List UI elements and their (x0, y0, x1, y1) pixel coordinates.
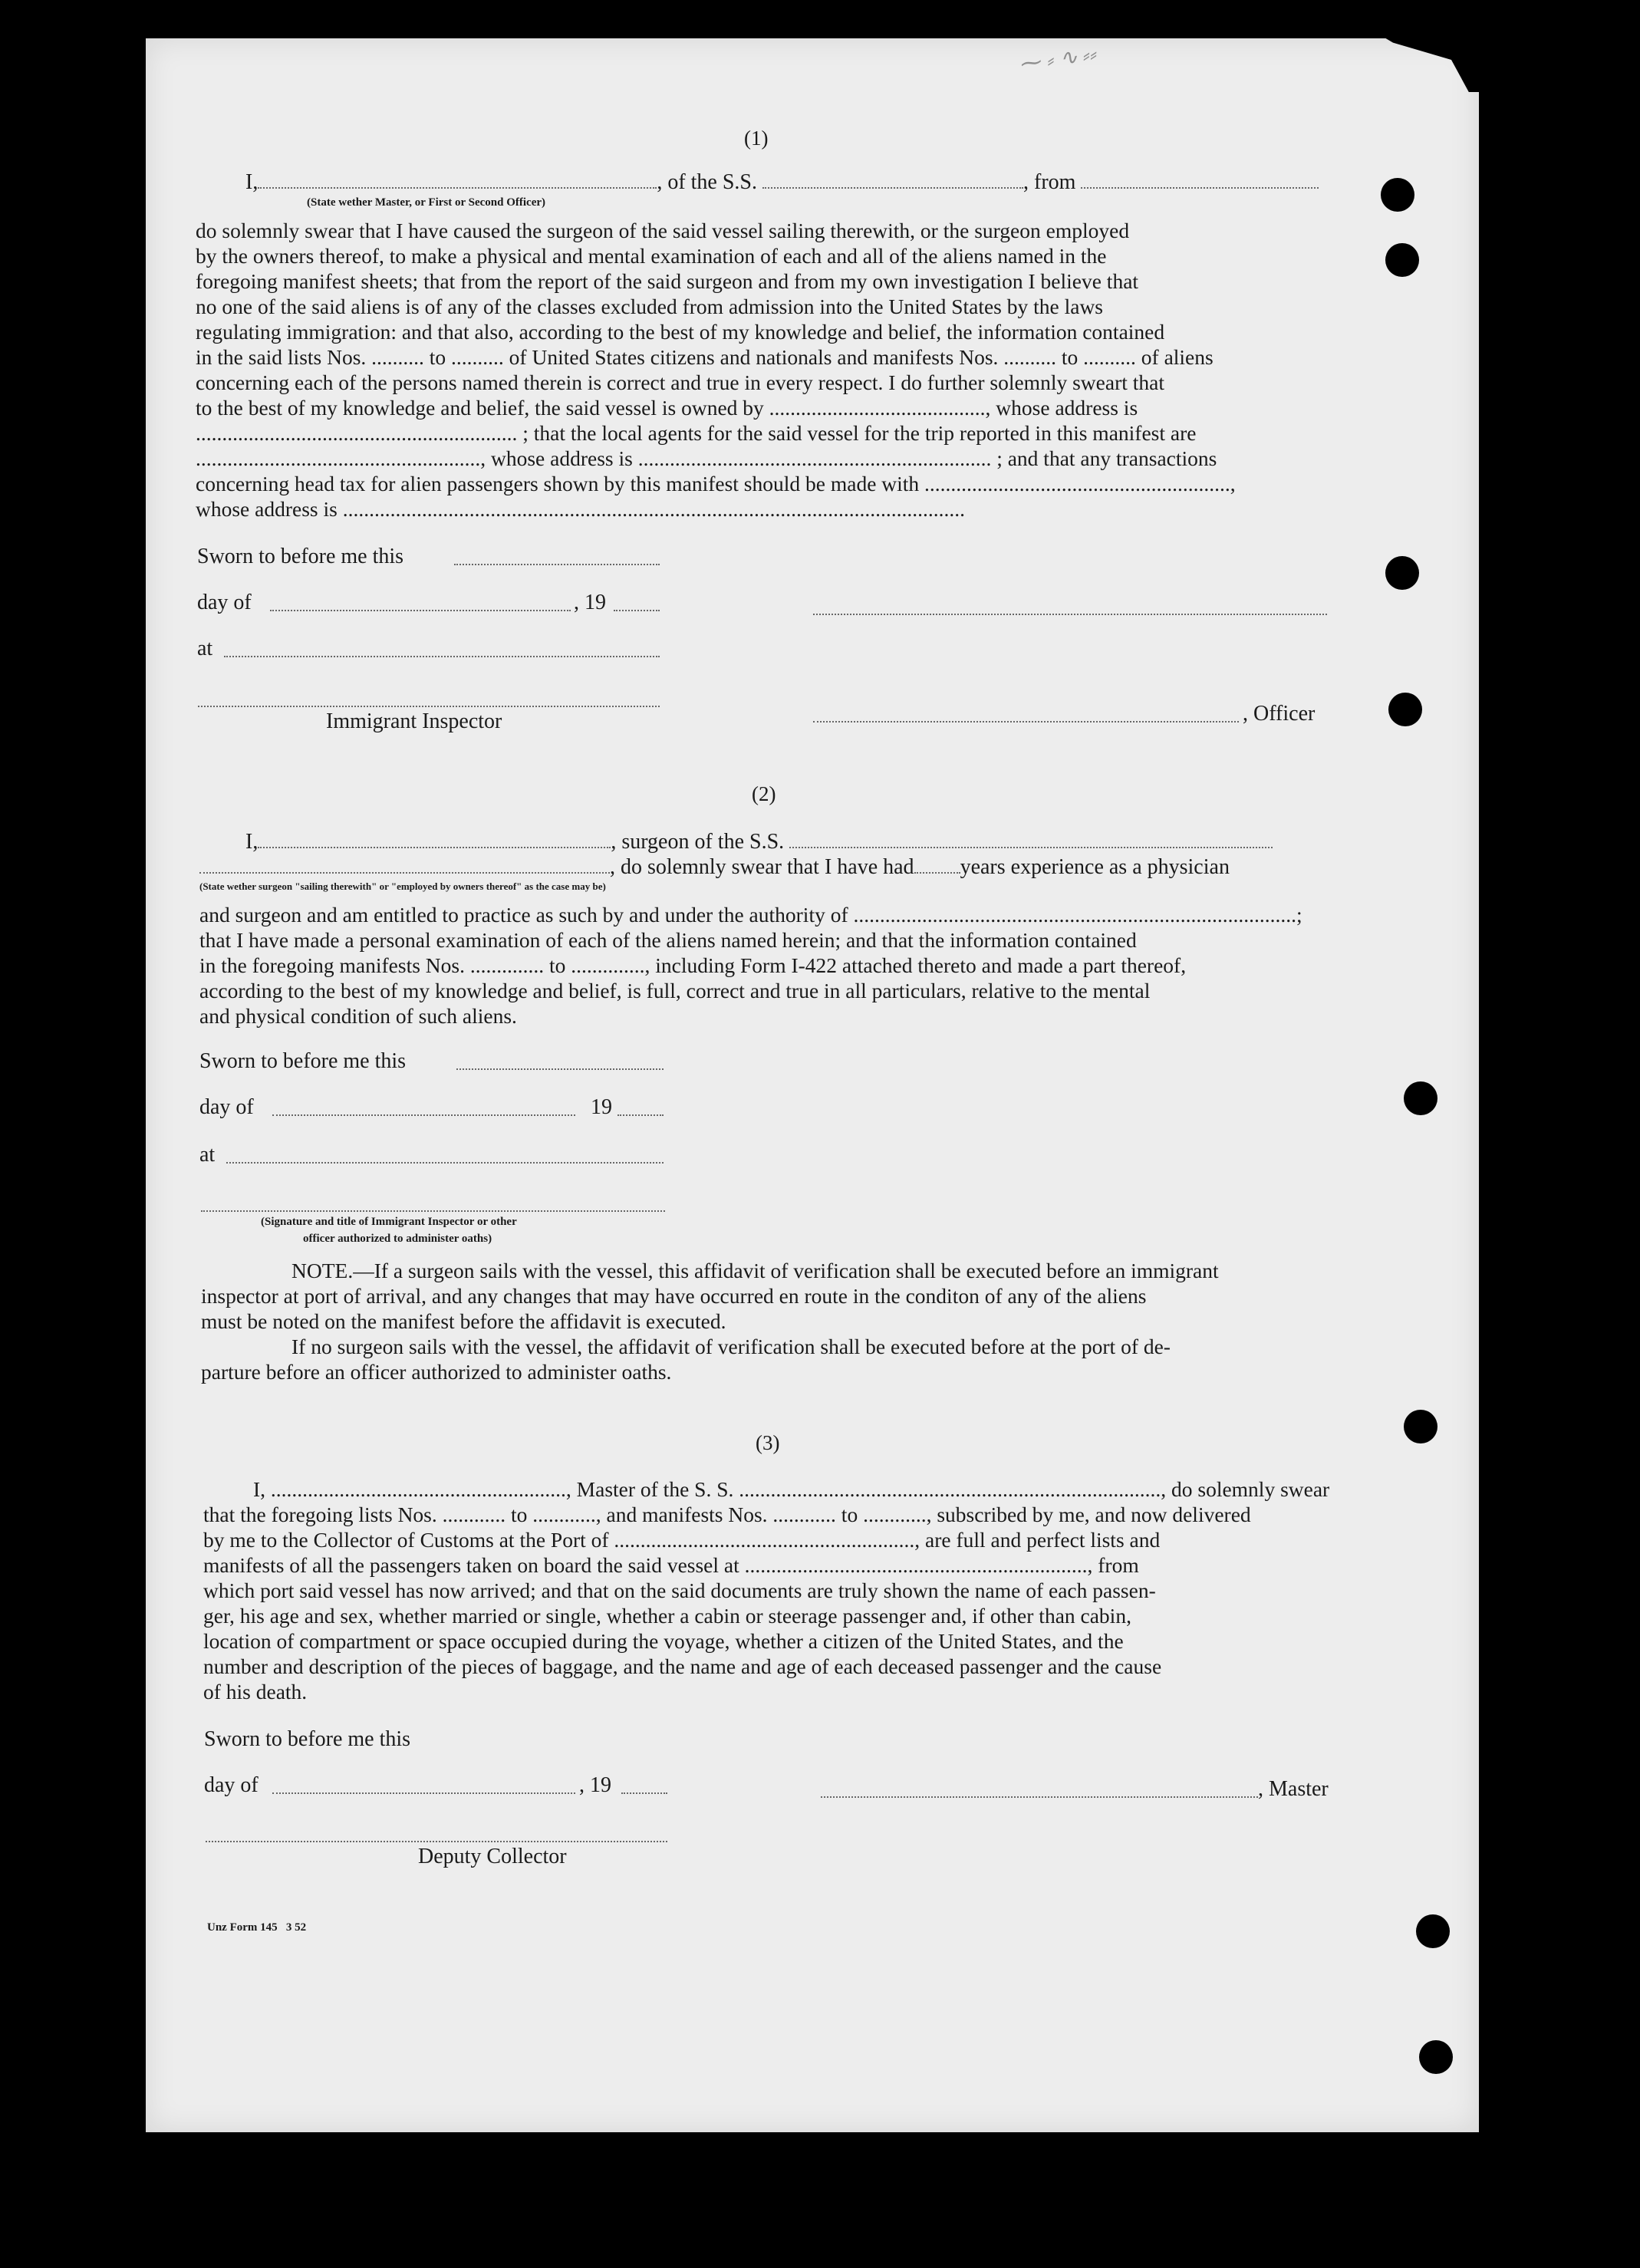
punch-hole (1381, 178, 1414, 212)
body-line: according to the best of my knowledge and belief, is full, correct and true in all particulars, relative to the mental (199, 979, 1151, 1002)
body-line: ......................................................, whose address is ................................................................... ; and that any transactions (196, 446, 1217, 470)
body-line: concerning head tax for alien passengers shown by this manifest should be made with .........................................................., (196, 472, 1236, 495)
year-field (621, 1792, 667, 1794)
body-line: by me to the Collector of Customs at the Port of ........................................................., are full and perfect lists and (203, 1528, 1161, 1552)
body-line: in the foregoing manifests Nos. .............. to .............., including Form I-422 attached thereto and made a part thereof, (199, 953, 1187, 977)
body-line: and surgeon and am entitled to practice as such by and under the authority of ....................................................................................; (199, 903, 1302, 927)
handwritten-mark: ⁓ ⸗ ∿ ⸗⸗ (1019, 42, 1099, 77)
note-line: If no surgeon sails with the vessel, the affidavit of verification shall be executed before at the port of de- (291, 1335, 1171, 1358)
body-line: concerning each of the persons named therein is correct and true in every respect. I do further solemnly sweart that (196, 370, 1164, 394)
body-line: location of compartment or space occupied during the voyage, whether a citizen of the United States, and the (203, 1629, 1124, 1653)
punch-hole (1385, 556, 1419, 590)
year-label: , 19 (579, 1773, 611, 1797)
section-3-number: (3) (756, 1431, 780, 1454)
year-field (617, 1114, 664, 1116)
i-label: I, (245, 170, 259, 194)
body-line: ger, his age and sex, whether married or single, whether a cabin or steerage passenger and, if other than cabin, (203, 1604, 1131, 1628)
sworn-label: Sworn to before me this (199, 1049, 407, 1073)
sworn-label: Sworn to before me this (204, 1727, 411, 1751)
years-experience-label: years experience as a physician (960, 855, 1230, 879)
inspector-signature-line (198, 706, 660, 707)
punch-hole (1388, 693, 1422, 726)
body-line: regulating immigration: and that also, according to the best of my knowledge and belief, the information contained (196, 320, 1165, 344)
punch-hole (1416, 1914, 1450, 1948)
at-field (226, 1162, 664, 1164)
signature-caption-1: (Signature and title of Immigrant Inspector or other (261, 1216, 517, 1228)
officer-signature-line-2 (813, 721, 1239, 723)
day-field (272, 1792, 575, 1794)
section-1-caption: (State wether Master, or First or Second Officer) (307, 196, 546, 209)
body-line: and physical condition of such aliens. (199, 1004, 517, 1028)
collector-signature-line (206, 1841, 667, 1842)
officer-rank-field (258, 172, 657, 189)
officer-signature-line-1 (813, 614, 1327, 615)
year-field (614, 610, 660, 611)
day-of-label: day of (197, 591, 252, 614)
note-line: must be noted on the manifest before the affidavit is executed. (201, 1309, 726, 1333)
section-1-number: (1) (744, 127, 769, 150)
year-label: , 19 (574, 591, 606, 614)
body-line: by the owners thereof, to make a physical and mental examination of each and all of the aliens named in the (196, 244, 1107, 268)
section-2-body (199, 902, 1331, 1029)
at-field (224, 656, 660, 657)
punch-hole (1404, 1410, 1437, 1443)
immigrant-inspector-label: Immigrant Inspector (326, 709, 502, 733)
i-label: I, (245, 830, 259, 854)
note-line: inspector at port of arrival, and any changes that may have occurred en route in the conditon of any of the aliens (201, 1284, 1147, 1308)
body-line: ............................................................. ; that the local agents for the said vessel for the trip reported in this manifest are (196, 421, 1197, 445)
body-line: that I have made a personal examination of each of the aliens named herein; and that the information contained (199, 928, 1137, 952)
surgeon-of-ss-label: , surgeon of the S.S. (611, 830, 785, 854)
body-line: foregoing manifest sheets; that from the report of the said surgeon and from my own investigation I believe that (196, 269, 1139, 293)
punch-hole (1419, 2040, 1453, 2074)
body-line: whose address is ...................................................................................................................... (196, 497, 965, 521)
deputy-collector-label: Deputy Collector (418, 1845, 567, 1868)
day-field (270, 610, 571, 611)
years-field (914, 857, 960, 874)
section-3-body (203, 1476, 1335, 1704)
sworn-date-field (456, 1068, 664, 1070)
solemnly-swear-label: , do solemnly swear that I have had (610, 855, 914, 879)
master-label: , Master (1258, 1777, 1329, 1801)
master-signature-line (821, 1796, 1258, 1798)
from-label: , from (1023, 170, 1076, 194)
body-line: of his death. (203, 1680, 308, 1703)
body-line: to the best of my knowledge and belief, the said vessel is owned by ........................................., whose address is (196, 396, 1138, 420)
of-ss-label: , of the S.S. (657, 170, 758, 194)
section-2-caption: (State wether surgeon "sailing therewith" or "employed by owners thereof" as the case may be) (199, 881, 606, 892)
note (201, 1258, 1332, 1384)
year-label: 19 (591, 1095, 612, 1119)
punch-hole (1404, 1081, 1437, 1115)
day-field (272, 1114, 575, 1116)
signature-caption-2: officer authorized to administer oaths) (303, 1233, 492, 1245)
at-label: at (197, 637, 213, 660)
sworn-label: Sworn to before me this (197, 545, 404, 568)
body-line: that the foregoing lists Nos. ............ to ............, and manifests Nos. ............ to ............, subscribed by me, and now delivered (203, 1503, 1251, 1526)
body-line: in the said lists Nos. .......... to .......... of United States citizens and nationals and manifests Nos. .......... to .......... of aliens (196, 345, 1214, 369)
form-number: Unz Form 145 3 52 (207, 1921, 307, 1934)
punch-hole (1385, 243, 1419, 277)
section-2-line-1 (245, 830, 1273, 854)
section-2-line-2 (199, 855, 1230, 880)
note-line: NOTE.—If a surgeon sails with the vessel, this affidavit of verification shall be executed before an immigrant (291, 1259, 1219, 1282)
ship-name-field (789, 831, 1273, 848)
body-line: do solemnly swear that I have caused the surgeon of the said vessel sailing therewith, or the surgeon employed (196, 219, 1130, 242)
day-of-label: day of (199, 1095, 254, 1119)
signature-line (201, 1210, 665, 1212)
officer-label: , Officer (1243, 702, 1316, 726)
sworn-date-field (454, 564, 660, 565)
body-line: number and description of the pieces of baggage, and the name and age of each deceased passenger and the cause (203, 1654, 1162, 1678)
section-1-line-1 (245, 170, 1319, 195)
surgeon-type-field (199, 857, 610, 874)
at-label: at (199, 1143, 216, 1167)
body-line: which port said vessel has now arrived; and that on the said documents are truly shown the name of each passen- (203, 1578, 1156, 1602)
section-2-number: (2) (752, 782, 776, 805)
body-line: manifests of all the passengers taken on board the said vessel at ................................................................., from (203, 1553, 1139, 1577)
surgeon-name-field (258, 831, 611, 848)
body-line: no one of the said aliens is of any of the classes excluded from admission into the United States by the laws (196, 295, 1104, 318)
day-of-label: day of (204, 1773, 259, 1797)
body-line: I, ........................................................, Master of the S. S. ................................................................................, do solemnly swear (253, 1477, 1330, 1501)
note-line: parture before an officer authorized to administer oaths. (201, 1360, 672, 1384)
ship-name-field (762, 172, 1023, 189)
section-1-body (196, 218, 1327, 522)
from-port-field (1081, 172, 1319, 189)
